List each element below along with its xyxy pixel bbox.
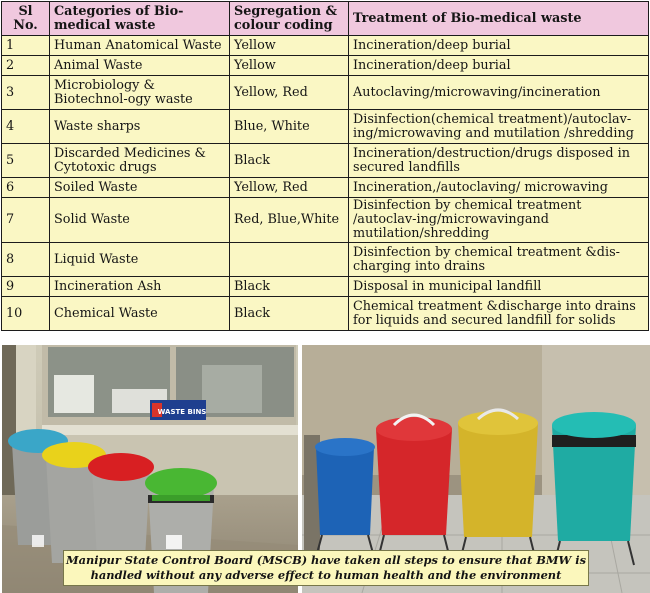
row-category: Waste sharps (50, 110, 230, 144)
table-row (2, 144, 649, 178)
row-no: 2 (2, 56, 50, 76)
row-category: Chemical Waste (50, 297, 230, 331)
row-category: Animal Waste (50, 56, 230, 76)
row-colour: Red, Blue,White (230, 198, 349, 243)
header-category: Categories of Bio-medical waste (50, 2, 230, 36)
header-treatment: Treatment of Bio-medical waste (349, 2, 649, 36)
row-no: 3 (2, 76, 50, 110)
row-treatment: Disposal in municipal landfill (349, 277, 649, 297)
table-row (2, 198, 649, 243)
table-header-row (2, 2, 649, 36)
row-treatment: Chemical treatment &discharge into drains for liquids and secured landfill for solids (349, 297, 649, 331)
row-no: 9 (2, 277, 50, 297)
row-category: Discarded Medicines & Cytotoxic drugs (50, 144, 230, 178)
caption-line-1: Manipur State Control Board (MSCB) have taken all steps to ensure that BMW is (66, 553, 586, 567)
row-treatment: Disinfection by chemical treatment /autoclav-ing/microwavingand mutilation/shredding (349, 198, 649, 243)
row-category: Solid Waste (50, 198, 230, 243)
row-colour: Yellow (230, 36, 349, 56)
caption-line-2: handled without any adverse effect to human health and the environment (90, 568, 562, 582)
table-row (2, 243, 649, 277)
row-no: 7 (2, 198, 50, 243)
header-colour-coding: Segregation & colour coding (230, 2, 349, 36)
row-treatment: Incineration/deep burial (349, 36, 649, 56)
row-no: 6 (2, 178, 50, 198)
waste-bins-sign (150, 400, 206, 420)
row-treatment: Incineration/destruction/drugs disposed in secured landfills (349, 144, 649, 178)
row-no: 8 (2, 243, 50, 277)
row-colour: Yellow (230, 56, 349, 76)
row-category: Human Anatomical Waste (50, 36, 230, 56)
row-colour: Black (230, 277, 349, 297)
row-category: Microbiology & Biotechnol-ogy waste (50, 76, 230, 110)
table-row (2, 56, 649, 76)
row-colour: Yellow, Red (230, 76, 349, 110)
row-colour: Black (230, 144, 349, 178)
table-row (2, 36, 649, 56)
row-colour: Yellow, Red (230, 178, 349, 198)
row-category: Incineration Ash (50, 277, 230, 297)
row-treatment: Disinfection by chemical treatment &dis-charging into drains (349, 243, 649, 277)
row-category: Liquid Waste (50, 243, 230, 277)
row-no: 4 (2, 110, 50, 144)
row-treatment: Autoclaving/microwaving/incineration (349, 76, 649, 110)
table-row (2, 76, 649, 110)
table-row (2, 297, 649, 331)
svg-text:WASTE BINS: WASTE BINS (157, 408, 207, 416)
row-colour: Black (230, 297, 349, 331)
row-treatment: Disinfection(chemical treatment)/autoclav-ing/microwaving and mutilation /shredding (349, 110, 649, 144)
table-row (2, 110, 649, 144)
row-colour: Blue, White (230, 110, 349, 144)
row-colour (230, 243, 349, 277)
row-no: 10 (2, 297, 50, 331)
bmw-table (1, 1, 649, 331)
header-sl-no: Sl No. (2, 2, 50, 36)
table-row (2, 178, 649, 198)
row-category: Soiled Waste (50, 178, 230, 198)
row-no: 5 (2, 144, 50, 178)
row-no: 1 (2, 36, 50, 56)
row-treatment: Incineration/deep burial (349, 56, 649, 76)
caption-box (63, 550, 589, 586)
table-row (2, 277, 649, 297)
row-treatment: Incineration,/autoclaving/ microwaving (349, 178, 649, 198)
